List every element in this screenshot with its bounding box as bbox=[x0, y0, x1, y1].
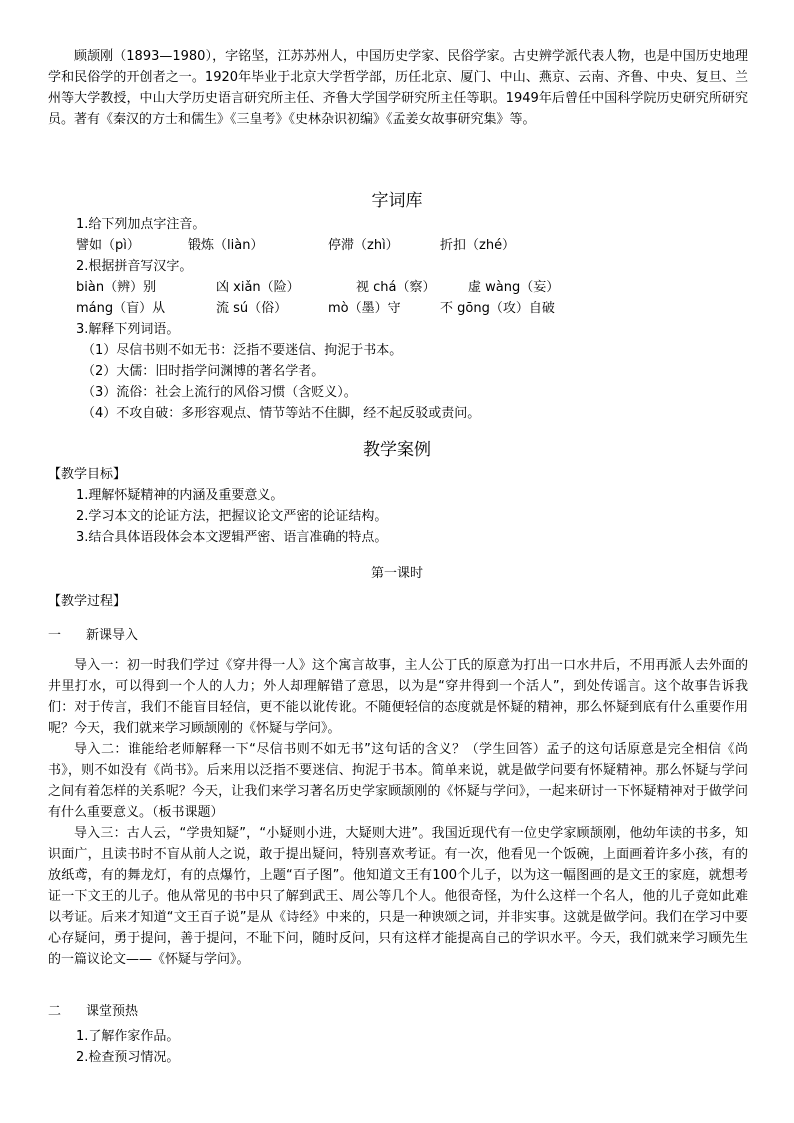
vocab-question-1: 1.给下列加点字注音。 bbox=[76, 217, 206, 232]
hanzi-item: 视 chá（察） bbox=[356, 280, 436, 295]
definition-item: （1）尽信书则不如无书：泛指不要迷信、拘泥于书本。 bbox=[82, 343, 403, 358]
warmup-item: 1.了解作家作品。 bbox=[76, 1029, 180, 1044]
section-number: 一 bbox=[48, 628, 62, 643]
pinyin-item: 譬如（pì） bbox=[76, 238, 140, 253]
author-intro-paragraph: 顾颉刚（1893—1980），字铭坚，江苏苏州人，中国历史学家、民俗学家。古史辨学派代表人物，也是中国历史地理学和民俗学的开创者之一。1920年毕业于北京大学哲学部，历任北京、厦门、中山、燕京、云南、齐鲁、中央、复旦、兰州等大学教授，中山大学历史语言研究所主任、齐鲁大学国学研究所主任等职。1949年后曾任中国科学院历史研究所研究员。著有《秦汉的方士和儒生》《三皇考》《史林杂识初编》《孟姜女故事研究集》等。 bbox=[48, 49, 748, 127]
goals-heading: 【教学目标】 bbox=[48, 467, 127, 482]
hanzi-item: biàn（辨）别 bbox=[76, 280, 157, 295]
warmup-item: 2.检查预习情况。 bbox=[76, 1050, 180, 1065]
lead-in-2-paragraph: 导入二：谁能给老师解释一下“尽信书则不如无书”这句话的含义？（学生回答）孟子的这句话原意是完全相信《尚书》，则不如没有《尚书》。后来用以泛指不要迷信、拘泥于书本。简单来说，就是做学问要有怀疑精神。那么怀疑与学问之间有着怎样的关系呢？今天，让我们来学习著名历史学家顾颉刚的《怀疑与学问》，一起来研讨一下怀疑精神对于做学问有什么重要意义。（板书课题） bbox=[48, 742, 748, 820]
vocab-section-title: 字词库 bbox=[371, 191, 423, 211]
vocab-question-2: 2.根据拼音写汉字。 bbox=[76, 259, 193, 274]
hanzi-item: 凶 xiǎn（险） bbox=[216, 280, 300, 295]
goal-item: 1.理解怀疑精神的内涵及重要意义。 bbox=[76, 488, 284, 503]
lead-in-3-paragraph: 导入三：古人云，“学贵知疑”，“小疑则小进，大疑则大进”。我国近现代有一位史学家顾颉刚，他幼年读的书多，知识面广，且读书时不盲从前人之说，敢于提出疑问，特别喜欢考证。有一次，他看见一个饭碗，上面画着许多小孩，有的放纸鸢，有的舞龙灯，有的点爆竹，上题“百子图”。他知道文王有100个儿子，以为这一幅图画的是文王的家庭，就想考证一下文王的儿子。他从常见的书中只了解到武王、周公等几个人。他很奇怪，为什么这样一个名人，他的儿子竟如此难以考证。后来才知道“文王百子说”是从《诗经》中来的，只是一种谀颂之词，并非实事。这就是做学问。我们在学习中要心存疑问，勇于提问，善于提问，不耻下问，随时反问，只有这样才能提高自己的学识水平。今天，我们就来学习顾先生的一篇议论文——《怀疑与学问》。 bbox=[48, 826, 748, 967]
pinyin-item: 停滞（zhì） bbox=[328, 238, 399, 253]
section-heading-1 bbox=[48, 624, 138, 643]
section-heading-2 bbox=[48, 1000, 138, 1019]
goal-item: 2.学习本文的论证方法，把握议论文严密的论证结构。 bbox=[76, 509, 388, 524]
goal-item: 3.结合具体语段体会本文逻辑严密、语言准确的特点。 bbox=[76, 530, 388, 545]
hanzi-item: mò（墨）守 bbox=[328, 301, 401, 316]
pinyin-item: 折扣（zhé） bbox=[440, 238, 516, 253]
section-title: 课堂预热 bbox=[86, 1004, 139, 1019]
hanzi-item: máng（盲）从 bbox=[76, 301, 166, 316]
definition-item: （4）不攻自破：多形容观点、情节等站不住脚，经不起反驳或责问。 bbox=[82, 406, 481, 421]
teaching-section-title: 教学案例 bbox=[363, 440, 431, 460]
hanzi-item: 流 sú（俗） bbox=[216, 301, 288, 316]
definition-item: （2）大儒：旧时指学问渊博的著名学者。 bbox=[82, 364, 325, 379]
section-title: 新课导入 bbox=[86, 628, 139, 643]
lead-in-1-paragraph: 导入一：初一时我们学过《穿井得一人》这个寓言故事，主人公丁氏的原意为打出一口水井后，不用再派人去外面的井里打水，可以得到一个人的人力；外人却理解错了意思，以为是“穿井得到一个活人”，到处传谣言。这个故事告诉我们：对于传言，我们不能盲目轻信，更不能以讹传讹。不随便轻信的态度就是怀疑的精神，那么怀疑到底有什么重要作用呢？今天，我们就来学习顾颉刚的《怀疑与学问》。 bbox=[48, 658, 748, 736]
section-number: 二 bbox=[48, 1004, 62, 1019]
process-heading: 【教学过程】 bbox=[48, 594, 127, 609]
vocab-question-3: 3.解释下列词语。 bbox=[76, 322, 180, 337]
lesson-title: 第一课时 bbox=[370, 566, 423, 581]
pinyin-item: 锻炼（liàn） bbox=[188, 238, 264, 253]
hanzi-item: 不 gōng（攻）自破 bbox=[440, 301, 555, 316]
definition-item: （3）流俗：社会上流行的风俗习惯（含贬义）。 bbox=[82, 385, 357, 400]
hanzi-item: 虚 wàng（妄） bbox=[468, 280, 560, 295]
